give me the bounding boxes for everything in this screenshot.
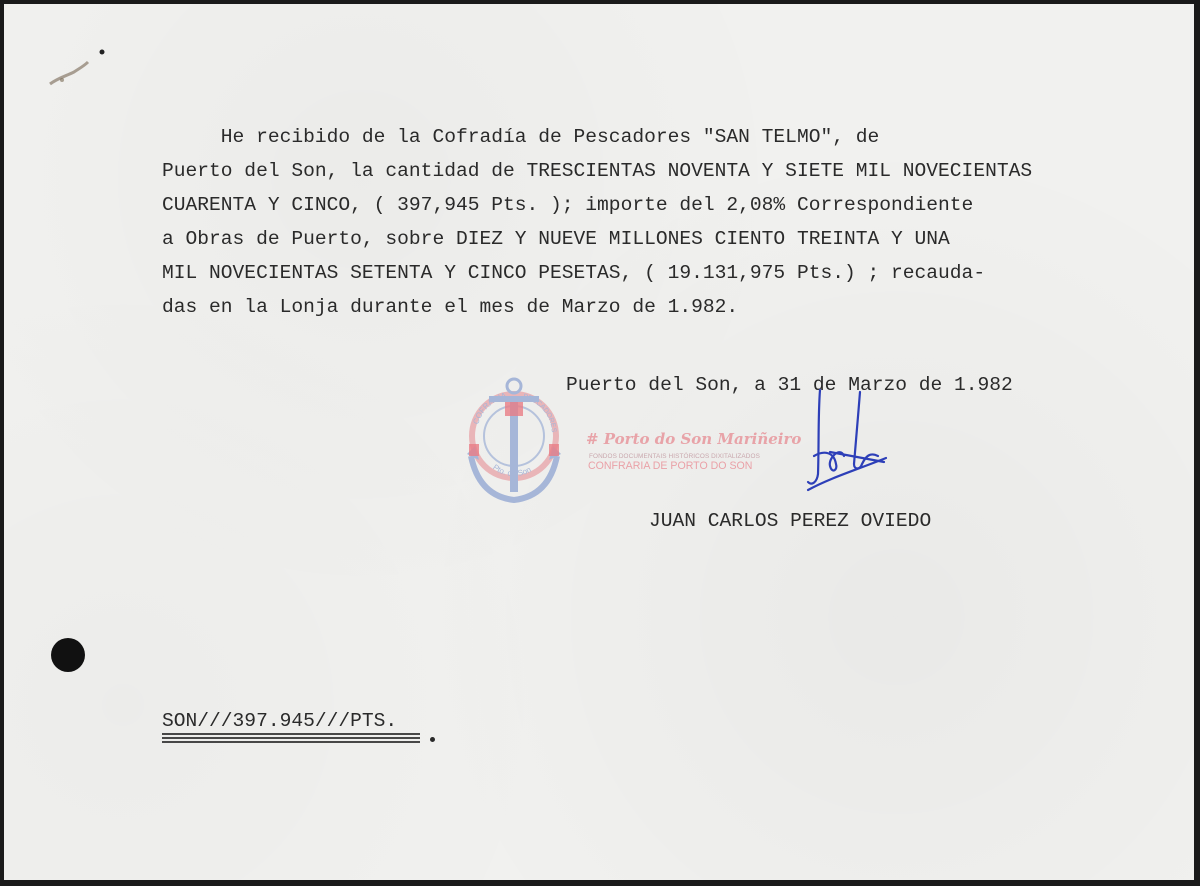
body-line: a Obras de Puerto, sobre DIEZ Y NUEVE MILLONES CIENTO TREINTA Y UNA — [162, 228, 950, 250]
anchor-seal-icon — [459, 376, 569, 516]
seal-text-right: PESCADORES — [522, 393, 558, 433]
body-line: CUARENTA Y CINCO, ( 397,945 Pts. ); importe del 2,08% Correspondiente — [162, 194, 974, 216]
handwritten-signature — [800, 386, 896, 494]
amount-line: SON///397.945///PTS. — [162, 710, 398, 732]
watermark-org: CONFRARIA DE PORTO DO SON — [588, 460, 753, 472]
body-line: Puerto del Son, la cantidad de TRESCIENTAS NOVENTA Y SIETE MIL NOVECIENTAS — [162, 160, 1033, 182]
watermark-subtitle: FONDOS DOCUMENTAIS HISTÓRICOS DIXITALIZADOS — [589, 453, 760, 460]
body-line: das en la Lonja durante el mes de Marzo de 1.982. — [162, 296, 739, 318]
double-underline — [162, 733, 420, 743]
body-line: He recibido de la Cofradía de Pescadores "SAN TELMO", de — [162, 126, 880, 148]
document-page — [4, 4, 1194, 880]
receipt-body — [162, 120, 1032, 324]
stain-mark — [44, 48, 114, 88]
seal-text-bottom: Pto. do Son — [491, 462, 533, 479]
punch-hole — [51, 638, 85, 672]
seal-text-top: COFRADIA — [471, 390, 508, 426]
place-date: Puerto del Son, a 31 de Marzo de 1.982 — [566, 374, 1013, 396]
body-line: MIL NOVECIENTAS SETENTA Y CINCO PESETAS, ( 19.131,975 Pts.) ; recauda- — [162, 262, 986, 284]
signer-name: JUAN CARLOS PEREZ OVIEDO — [649, 510, 932, 532]
watermark-brand: # Porto do Son Mariñeiro — [586, 430, 802, 448]
underline-end-dot — [430, 737, 435, 742]
